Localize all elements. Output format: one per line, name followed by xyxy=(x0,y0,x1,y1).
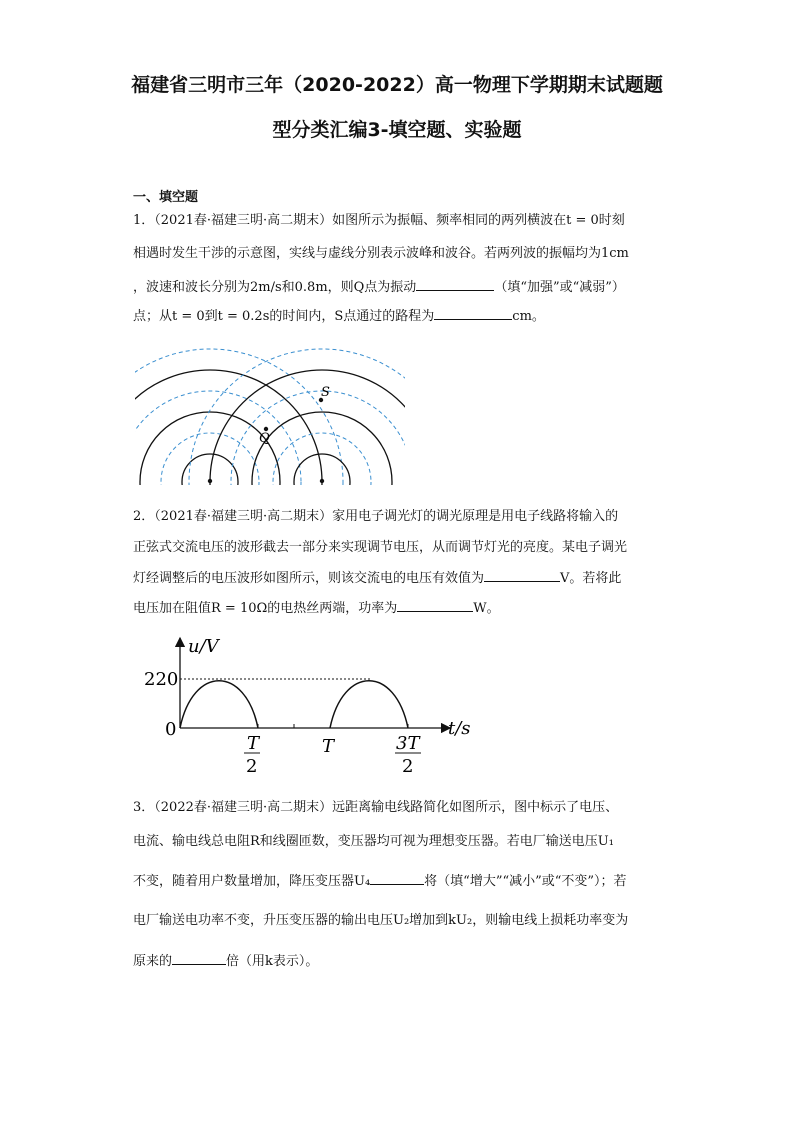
q1-blank-2[interactable] xyxy=(434,305,512,320)
q2-line-3-tail: V。若将此 xyxy=(560,571,622,586)
q2-line-1: 2．（2021春·福建三明·高二期末）家用电子调光灯的调光原理是用电子线路将输入的 xyxy=(133,509,619,524)
q3-blank-2[interactable] xyxy=(172,950,226,965)
origin-label: 0 xyxy=(165,719,177,740)
q2-line-4-text: 电压加在阻值R = 10Ω的电热丝两端，功率为 xyxy=(133,601,398,616)
q2-line-2: 正弦式交流电压的波形截去一部分来实现调节电压，从而调节灯光的亮度。某电子调光 xyxy=(133,540,628,555)
q3-line-3-text: 不变，随着用户数量增加，降压变压器U₄ xyxy=(133,874,371,889)
q3-blank-1[interactable] xyxy=(370,870,424,885)
wave-interference-figure xyxy=(135,340,405,490)
q1-line-2: 相遇时发生干涉的示意图，实线与虚线分别表示波峰和波谷。若两列波的振幅均为1cm xyxy=(133,246,629,261)
q3-line-1: 3．（2022春·福建三明·高二期末）远距离输电线路简化如图所示，图中标示了电压、 xyxy=(133,800,619,815)
waveform-segment-2 xyxy=(330,681,408,728)
q1-line-4 xyxy=(133,305,545,327)
q2-line-4 xyxy=(133,597,500,619)
q1-line-4-text: 点；从t = 0到t = 0.2s的时间内，S点通过的路程为 xyxy=(133,309,435,324)
document-title-line-2: 型分类汇编3-填空题、实验题 xyxy=(272,119,522,141)
peak-value-label: 220 xyxy=(144,669,179,690)
frac2-numerator: 3T xyxy=(396,733,420,754)
point-q-label: Q xyxy=(259,431,270,446)
q3-line-3 xyxy=(133,870,627,892)
wave-source-2 xyxy=(320,479,324,483)
frac1-denominator: 2 xyxy=(246,756,258,777)
waveform-segment-1 xyxy=(180,681,258,728)
q2-blank-2[interactable] xyxy=(397,597,473,612)
q2-line-4-tail: W。 xyxy=(473,601,500,616)
q1-line-1: 1．（2021春·福建三明·高二期末）如图所示为振幅、频率相同的两列横波在t = 0时刻 xyxy=(133,213,625,228)
q3-line-4: 电厂输送电功率不变，升压变压器的输出电压U₂增加到kU₂，则输电线上损耗功率变为 xyxy=(133,913,629,928)
wave-source-1 xyxy=(208,479,212,483)
section-heading-fill-blank: 一、填空题 xyxy=(133,190,199,205)
q1-line-3-tail: （填“加强”或“减弱”） xyxy=(494,280,625,295)
frac1-numerator: T xyxy=(247,733,260,754)
q3-line-5-text: 原来的 xyxy=(133,954,173,969)
tick-t-label: T xyxy=(322,736,335,757)
frac2-denominator: 2 xyxy=(402,756,414,777)
q3-line-5 xyxy=(133,950,318,972)
q3-line-3-tail: 将（填“增大”“减小”或“不变”）；若 xyxy=(424,874,627,889)
document-title-line-1: 福建省三明市三年（2020-2022）高一物理下学期期末试题题 xyxy=(131,74,663,96)
q3-line-2: 电流、输电线总电阻R和线圈匝数，变压器均可视为理想变压器。若电厂输送电压U₁ xyxy=(133,834,614,849)
q1-line-3-text: ，波速和波长分别为2m/s和0.8m，则Q点为振动 xyxy=(133,280,417,295)
y-axis-label: u/V xyxy=(188,636,219,657)
q1-line-4-tail: cm。 xyxy=(512,309,545,324)
q1-line-3 xyxy=(133,276,625,298)
voltage-waveform-graph xyxy=(130,632,480,782)
q1-blank-1[interactable] xyxy=(416,276,494,291)
point-s-label: S xyxy=(321,385,330,400)
q2-line-3 xyxy=(133,567,621,589)
x-axis-label: t/s xyxy=(448,718,471,739)
q3-line-5-tail: 倍（用k表示）。 xyxy=(226,954,319,969)
wave-crests-source-2 xyxy=(210,370,405,490)
q2-line-3-text: 灯经调整后的电压波形如图所示，则该交流电的电压有效值为 xyxy=(133,571,485,586)
q2-blank-1[interactable] xyxy=(484,567,560,582)
wave-crests-source-1 xyxy=(135,370,322,490)
